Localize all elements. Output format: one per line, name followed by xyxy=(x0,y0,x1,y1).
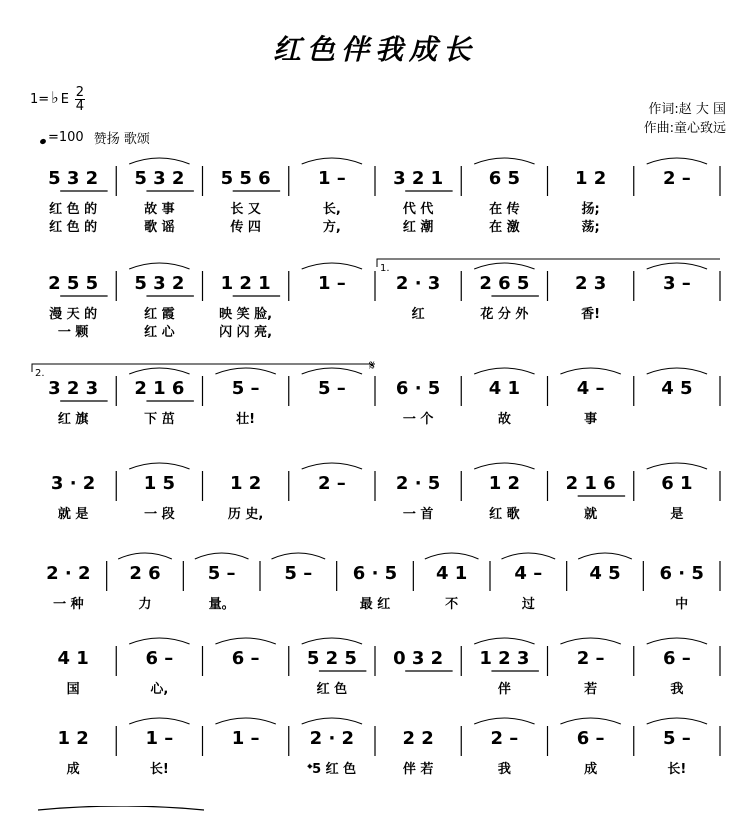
lyric-syllables: 是 xyxy=(670,507,684,522)
lyrics-verse-2 xyxy=(30,321,730,340)
measure-notes: 5 5 6 xyxy=(220,168,271,189)
slur xyxy=(302,263,362,269)
lyric-syllables: 壮! xyxy=(236,412,256,427)
measure-notes: 2 – xyxy=(576,648,605,669)
measure-notes: 5 – xyxy=(284,563,313,584)
lyric-syllables: 一 种 xyxy=(53,597,84,612)
measure-notes: 1 2 3 xyxy=(479,648,530,669)
slur xyxy=(647,368,707,374)
measure-notes: 3 2 3 xyxy=(48,378,99,399)
slur xyxy=(129,463,189,469)
lyric-syllables: 闪 闪 亮, xyxy=(219,325,273,340)
lyrics-verse-1 xyxy=(30,593,730,612)
measure-notes: 3 · 2 xyxy=(50,473,96,494)
measure-notes: 2 2 xyxy=(402,728,434,749)
lyric-syllables: 红 霞 xyxy=(144,307,175,322)
lyricist-credit: 作词:赵 大 国 xyxy=(648,102,726,117)
score-system xyxy=(30,555,730,645)
measure-notes: 4 1 xyxy=(488,378,521,399)
lyric-syllables: 红 色 的 xyxy=(49,202,98,217)
slur xyxy=(647,158,707,164)
score-system xyxy=(30,265,730,355)
measure-notes: 1 5 xyxy=(143,473,176,494)
measure-notes: 6 5 xyxy=(488,168,521,189)
measure-notes: 6 – xyxy=(662,648,691,669)
measure-notes: 3 – xyxy=(662,273,691,294)
measure-notes: 4 – xyxy=(576,378,605,399)
score-system xyxy=(30,720,730,810)
slur xyxy=(474,368,534,374)
measure-notes: 2 · 3 xyxy=(395,273,441,294)
key-signature xyxy=(30,85,85,114)
slur xyxy=(129,158,189,164)
measure-notes: 1 – xyxy=(317,168,346,189)
lyric-syllables: 𝄌5 红 色 xyxy=(307,762,357,777)
measure-notes: 1 2 xyxy=(229,473,262,494)
lyric-syllables: 最 红 xyxy=(359,597,391,612)
measure-notes: 5 – xyxy=(662,728,691,749)
measure-notes: 4 1 xyxy=(57,648,89,669)
volta-number: 1. xyxy=(380,263,390,274)
lyric-syllables: 在 传 xyxy=(489,202,520,217)
lyric-syllables: 若 xyxy=(584,682,598,697)
notes-row xyxy=(30,378,730,408)
measure-notes: 2 – xyxy=(317,473,346,494)
measure-notes: 3 2 1 xyxy=(393,168,444,189)
slur xyxy=(474,158,534,164)
song-title: 红色伴我成长 xyxy=(272,33,477,66)
lyric-syllables: 一 个 xyxy=(402,412,434,427)
lyric-syllables: 红 色 xyxy=(316,682,348,697)
lyric-syllables: 漫 天 的 xyxy=(49,307,98,322)
measure-notes: 4 1 xyxy=(435,563,468,584)
segno-sign: 𝄋 xyxy=(369,358,376,374)
lyric-syllables: 红 歌 xyxy=(489,507,520,522)
lyric-syllables: 一 段 xyxy=(144,507,175,522)
measure-notes: 6 · 5 xyxy=(659,563,704,584)
lyric-syllables: 一 颗 xyxy=(57,325,89,340)
slur xyxy=(129,263,189,269)
lyrics-verse-1 xyxy=(30,303,730,322)
tempo-style: 赞扬 歌颂 xyxy=(93,132,150,147)
measure-notes: 2 · 2 xyxy=(309,728,355,749)
lyric-syllables: 故 事 xyxy=(144,202,175,217)
lyric-syllables: 成 xyxy=(584,762,598,777)
score-system xyxy=(30,465,730,555)
lyric-syllables: 事 xyxy=(584,412,598,427)
lyric-syllables: 红 旗 xyxy=(57,412,89,427)
volta-number: 2. xyxy=(35,368,45,379)
slur xyxy=(129,368,189,374)
measure-notes: 5 3 2 xyxy=(134,168,185,189)
measure-notes: 4 5 xyxy=(589,563,621,584)
notes-row xyxy=(30,473,730,503)
notes-row xyxy=(30,273,730,303)
measure-notes: 6 1 xyxy=(661,473,693,494)
slur xyxy=(647,463,707,469)
measure-notes: 2 – xyxy=(490,728,519,749)
measure-notes: 2 · 2 xyxy=(46,563,91,584)
slur xyxy=(560,368,620,374)
lyrics-verse-1 xyxy=(30,503,730,522)
time-signature xyxy=(75,86,85,113)
lyric-syllables: 我 xyxy=(670,682,684,697)
score-system xyxy=(30,640,730,730)
lyric-syllables: 荡; xyxy=(581,220,600,235)
score-system xyxy=(30,160,730,250)
slur xyxy=(474,263,534,269)
lyric-syllables: 长 又 xyxy=(230,202,261,217)
measure-notes: 5 3 2 xyxy=(134,273,185,294)
measure-notes: 5 – xyxy=(207,563,236,584)
notes-row xyxy=(30,728,730,758)
lyric-syllables: 传 四 xyxy=(230,220,261,235)
lyric-syllables: 花 分 外 xyxy=(480,307,529,322)
lyric-syllables: 长! xyxy=(667,762,687,777)
lyric-syllables: 就 xyxy=(584,507,598,522)
lyric-syllables: 代 代 xyxy=(402,202,434,217)
lyric-syllables: 心, xyxy=(150,682,169,697)
slur xyxy=(302,158,362,164)
lyric-syllables: 成 xyxy=(66,762,80,777)
measure-notes: 1 2 1 xyxy=(220,273,271,294)
measure-notes: 2 3 xyxy=(574,273,607,294)
measure-notes: 6 – xyxy=(231,648,260,669)
slur xyxy=(215,368,275,374)
lyric-syllables: 伴 若 xyxy=(402,762,434,777)
lyric-syllables: 红 潮 xyxy=(402,220,434,235)
lyric-syllables: 中 xyxy=(675,597,689,612)
lyric-syllables: 映 笑 脸, xyxy=(219,307,273,322)
measure-notes: 4 5 xyxy=(661,378,693,399)
lyric-syllables: 历 史, xyxy=(227,507,264,522)
notes-row xyxy=(30,168,730,198)
notes-row xyxy=(30,648,730,678)
lyrics-verse-1 xyxy=(30,198,730,217)
measure-notes: 1 – xyxy=(145,728,174,749)
lyrics-verse-1 xyxy=(30,758,730,777)
key-prefix: 1= xyxy=(30,92,50,107)
measure-notes: 5 3 2 xyxy=(48,168,99,189)
measure-notes: 4 – xyxy=(514,563,543,584)
lyric-syllables: 下 茁 xyxy=(144,412,175,427)
measure-notes: 0 3 2 xyxy=(393,648,444,669)
lyrics-verse-1 xyxy=(30,408,730,427)
measure-notes: 1 2 xyxy=(574,168,607,189)
notes-row xyxy=(30,563,730,593)
measure-notes: 1 – xyxy=(317,273,346,294)
slur xyxy=(302,368,362,374)
tempo-marking xyxy=(40,128,150,147)
composer-credit: 作曲:童心致远 xyxy=(643,121,726,136)
lyric-syllables: 香! xyxy=(581,307,601,322)
slur xyxy=(474,463,534,469)
lyric-syllables: 伴 xyxy=(497,682,511,697)
measure-notes: 6 · 5 xyxy=(352,563,398,584)
lyric-syllables: 红 xyxy=(411,307,425,322)
lyric-syllables: 量。 xyxy=(208,597,235,612)
key-letter: E xyxy=(60,92,69,107)
time-signature-bottom: 4 xyxy=(75,99,85,114)
measure-notes: 1 – xyxy=(231,728,260,749)
measure-notes: 5 – xyxy=(317,378,346,399)
measure-notes: 2 6 xyxy=(129,563,161,584)
lyric-syllables: 红 心 xyxy=(144,325,175,340)
measure-notes: 1 2 xyxy=(488,473,521,494)
lyric-syllables: 歌 谣 xyxy=(144,220,175,235)
measure-notes: 2 1 6 xyxy=(565,473,616,494)
slur xyxy=(647,263,707,269)
lyric-syllables: 过 xyxy=(521,597,535,612)
trailing-slur xyxy=(36,806,206,822)
lyrics-verse-2 xyxy=(30,216,730,235)
measure-notes: 2 6 5 xyxy=(479,273,530,294)
lyric-syllables: 一 首 xyxy=(402,507,434,522)
measure-notes: 2 1 6 xyxy=(134,378,185,399)
quarter-note-icon xyxy=(39,138,47,145)
slur xyxy=(302,463,362,469)
lyric-syllables: 长! xyxy=(149,762,169,777)
lyric-syllables: 故 xyxy=(497,412,511,427)
measure-notes: 2 · 5 xyxy=(395,473,441,494)
measure-notes: 5 2 5 xyxy=(306,648,357,669)
lyric-syllables: 方, xyxy=(322,220,341,235)
measure-notes: 2 – xyxy=(662,168,691,189)
lyric-syllables: 就 是 xyxy=(57,507,89,522)
lyric-syllables: 不 xyxy=(445,597,459,612)
time-signature-top: 2 xyxy=(75,85,85,100)
lyric-syllables: 长, xyxy=(322,202,341,217)
lyric-syllables: 在 激 xyxy=(489,220,520,235)
flat-sign: ♭ xyxy=(51,88,59,107)
lyric-syllables: 国 xyxy=(66,682,80,697)
measure-notes: 6 – xyxy=(576,728,605,749)
measure-notes: 6 · 5 xyxy=(395,378,441,399)
measure-notes: 5 – xyxy=(231,378,260,399)
measure-notes: 6 – xyxy=(145,648,174,669)
lyric-syllables: 力 xyxy=(138,597,152,612)
tempo-value: =100 xyxy=(48,130,84,145)
lyrics-verse-1 xyxy=(30,678,730,697)
measure-notes: 2 5 5 xyxy=(48,273,99,294)
lyric-syllables: 扬; xyxy=(581,202,600,217)
score-system xyxy=(30,358,730,460)
lyric-syllables: 我 xyxy=(497,762,511,777)
measure-notes: 1 2 xyxy=(57,728,89,749)
lyric-syllables: 红 色 的 xyxy=(49,220,98,235)
